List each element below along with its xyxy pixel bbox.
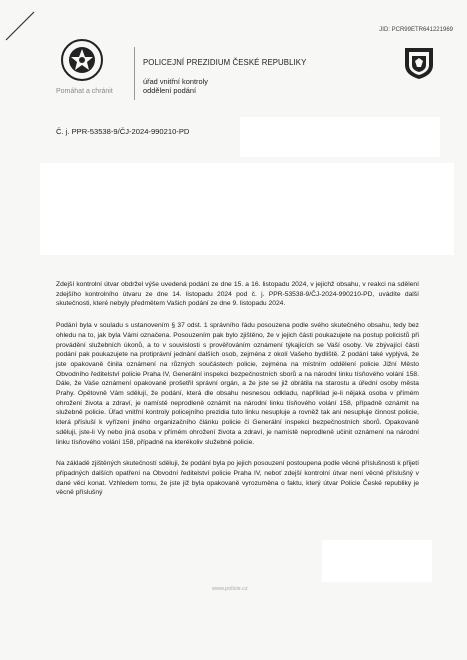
footer-url: www.policie.cz [212, 586, 248, 592]
section-name: oddělení podání [143, 86, 197, 95]
header-divider [134, 47, 135, 100]
paragraph: Podání byla v souladu s ustanovením § 37 odst. 1 správního řádu posouzena podle svého skutečného obsahu, tedy bez ohledu na to, jak byla Vámi označena. Posouzením pak bylo zjištěno, že v jejich části poukazujete na postup policistů při provádění služebních úkonů, a to v souvislosti s prověřováním oznámení týkajících se Vaší osoby. Ve zbývající části podání pak poukazujete na protiprávní jednání dalších osob, zejména z okolí Vašeho bydliště. Z podání také vyplývá, že jste opakovaně činila oznámení na různých součástech policie, zejména na místním oddělení policie Jižní Město Obvodního ředitelství policie Praha IV, Generální inspekci bezpečnostních sborů a na národní linku tísňového volání 158. Dále, že Vaše oznámení opakovaně prošetřil správní orgán, a že jste se již obrátila na starostu a úřední osoby města Prahy. Opětovně Vám sdělují, že podání, která dle obsahu nesnesou odkladu, například je-li nějaká osoba v přímém ohrožení života a zdraví, je namístě neprodleně oznámit na národní linku tísňového volání 158, případně oznámit na služebně policie. Úřad vnitřní kontroly policejního prezidia tuto linku nesupluje a rovněž tak ani nesupluje činnost policie, která přísluší k vyřízení jiného organizačního článku policie či Generální inspekci bezpečnostních sborů. Opakovaně sděluji, jste-li Vy nebo jiná osoba v přímém ohrožení života a zdraví, je namístě neprodleně učinit oznámení na národní linku tísňového volání 158, případně na kterékoliv služebně policie. [56, 322, 419, 446]
department-name: úřad vnitřní kontroly [143, 77, 208, 86]
motto-text: Pomáhat a chránit [56, 88, 113, 95]
header-text-block [143, 58, 306, 95]
redacted-block [240, 117, 440, 157]
document-jid: JID: PCR99ETR641221969 [379, 27, 453, 33]
pen-stroke-mark [4, 8, 44, 42]
paragraph: Zdejší kontrolní útvar obdržel výše uvedená podání ze dne 15. a 16. listopadu 2024, v jejichž obsahu, v reakci na sdělení zdejšího kontrolního útvaru ze dne 14. listopadu 2024 pod č. j. PPR-53538-9/ČJ-2024-990210-PD, uvádíte další skutečnosti, které nebyly předmětem Vašich podání ze dne 9. listopadu 2024. [56, 281, 419, 308]
redacted-block [322, 540, 432, 582]
paragraph: Na základě zjištěných skutečností sděluji, že podání byla po jejich posouzení postoupena podle věcné příslušnosti k přijetí případných dalších opatření na Obvodní ředitelství policie Praha IV, neboť zdejší kontrolní útvar není věcně příslušný v dané věci konat. Vzhledem tomu, že jste již byla opakovaně vyrozuměna o faktu, který útvar Policie České republiky je věcně příslušný [56, 460, 419, 497]
letter-body [56, 280, 419, 510]
police-badge-icon [403, 45, 435, 81]
police-emblem-icon [60, 38, 104, 82]
redacted-block [40, 163, 454, 255]
reference-number: Č. j. PPR-53538-9/ČJ-2024-990210-PD [56, 127, 190, 136]
organization-name: POLICEJNÍ PREZIDIUM ČESKÉ REPUBLIKY [143, 58, 307, 67]
